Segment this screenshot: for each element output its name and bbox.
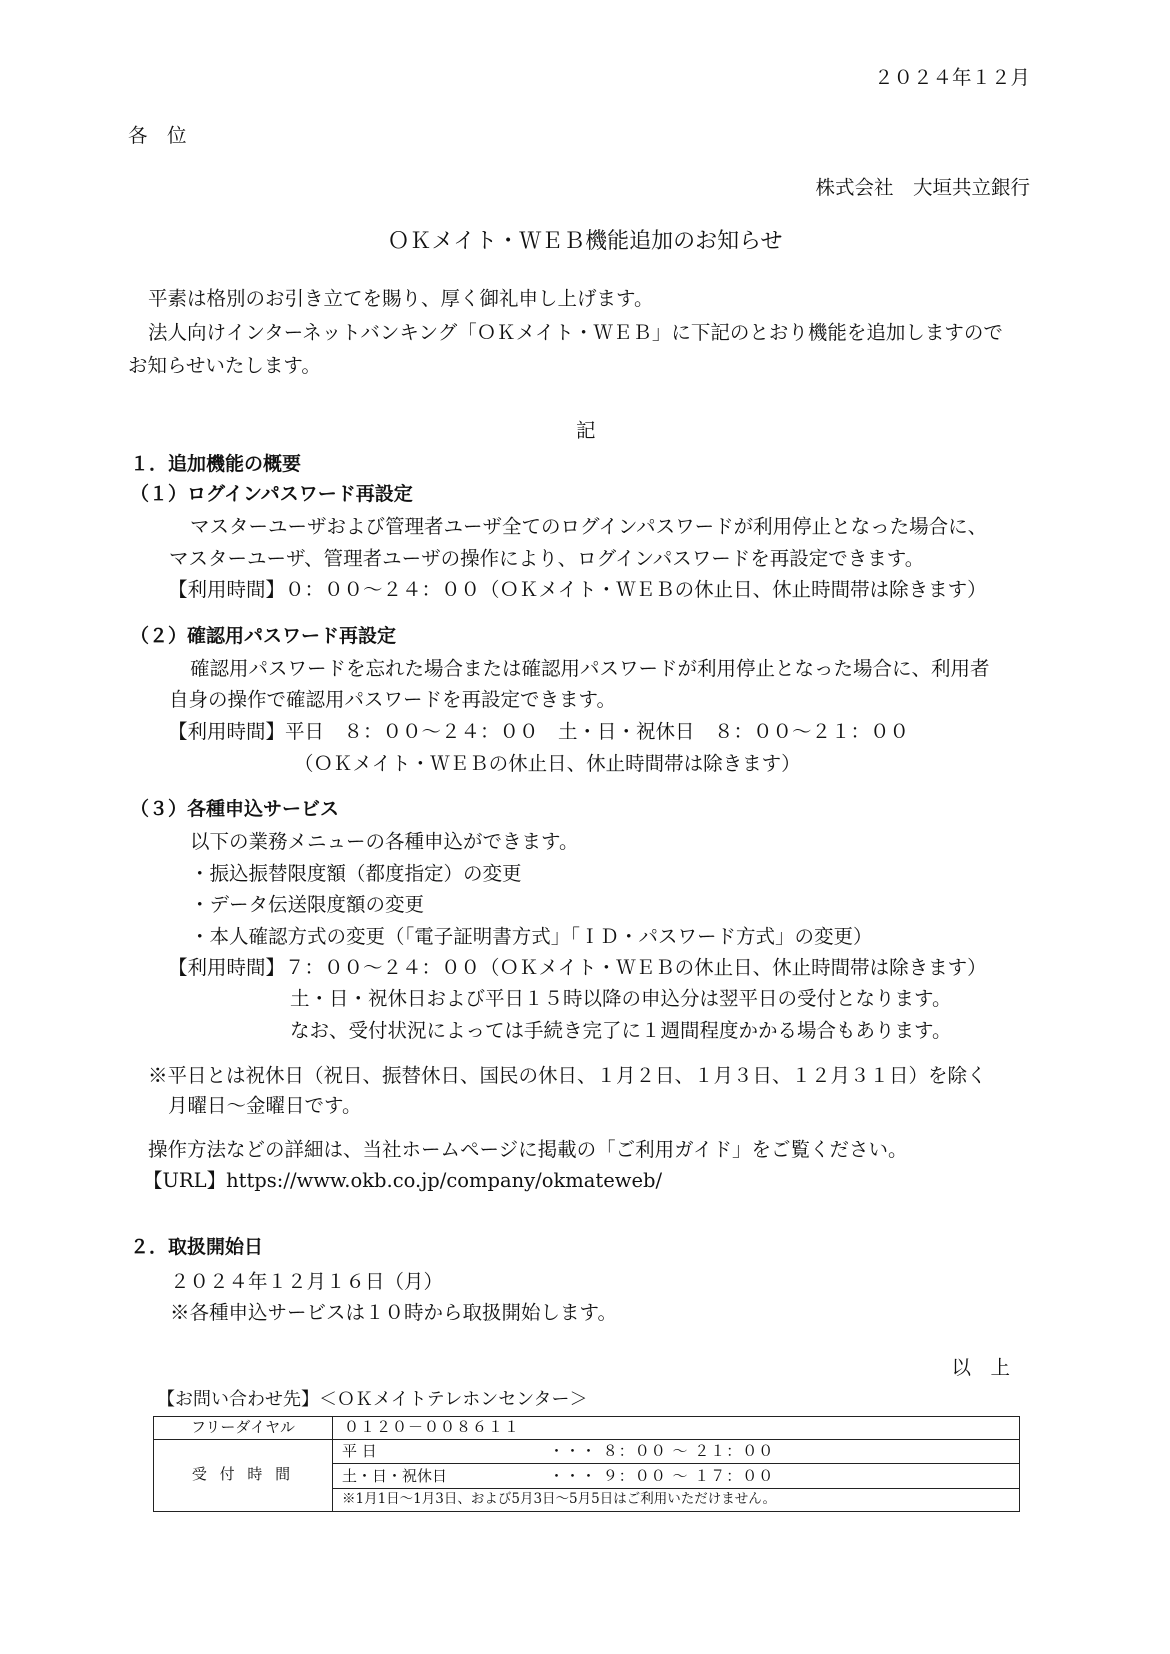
item1-heading: （１）ログインパスワード再設定 (130, 483, 413, 505)
item1-body-2: マスターユーザ、管理者ユーザの操作により、ログインパスワードを再設定できます。 (169, 547, 925, 570)
item2-heading: （２）確認用パスワード再設定 (130, 625, 397, 647)
weekday-note-2: 月曜日～金曜日です。 (168, 1094, 362, 1117)
url-line (143, 1171, 662, 1191)
section2-heading: ２．取扱開始日 (130, 1236, 264, 1258)
intro-line-2: 法人向けインターネットバンキング「ＯＫメイト・ＷＥＢ」に下記のとおり機能を追加しますので (148, 321, 1003, 344)
freedial-label: フリーダイヤル (191, 1418, 295, 1436)
weekday-hours: ・・・ ８：００ ～ ２１：００ (549, 1442, 775, 1460)
weekday-label: 平 日 (342, 1442, 377, 1460)
start-note: ※各種申込サービスは１０時から取扱開始します。 (170, 1301, 617, 1324)
addressee: 各 位 (128, 124, 187, 147)
item2-hours-note: （ＯＫメイト・ＷＥＢの休止日、休止時間帯は除きます） (294, 752, 801, 775)
holiday-label: 土・日・祝休日 (342, 1467, 448, 1485)
table-divider (154, 1439, 1019, 1440)
table-divider (332, 1417, 333, 1511)
table-divider (332, 1488, 1019, 1489)
intro-line-1: 平素は格別のお引き立てを賜り、厚く御礼申し上げます。 (148, 287, 654, 310)
holiday-hours: ・・・ ９：００ ～ １７：００ (549, 1467, 775, 1485)
intro-line-3: お知らせいたします。 (128, 354, 321, 377)
item1-hours: 【利用時間】０：００～２４：００（ＯＫメイト・ＷＥＢの休止日、休止時間帯は除きます） (168, 578, 987, 601)
item3-bullet-3: ・本人確認方式の変更（「電子証明書方式」「ＩＤ・パスワード方式」の変更） (190, 925, 873, 948)
item3-hours-note-1: 土・日・祝休日および平日１５時以降の申込分は翌平日の受付となります。 (290, 987, 952, 1010)
url-label: 【URL】 (143, 1169, 227, 1192)
contact-table (153, 1416, 1020, 1512)
weekday-note-1: ※平日とは祝休日（祝日、振替休日、国民の休日、１月２日、１月３日、１２月３１日）を除く (148, 1064, 987, 1087)
item3-bullet-1: ・振込振替限度額（都度指定）の変更 (190, 862, 522, 885)
hours-label: 受 付 時 間 (191, 1465, 295, 1483)
document-date: ２０２４年１２月 (873, 66, 1030, 89)
freedial-number: ０１２０－００８６１１ (344, 1418, 521, 1436)
item2-body-1: 確認用パスワードを忘れた場合または確認用パスワードが利用停止となった場合に、利用者 (190, 657, 990, 680)
section1-heading: １．追加機能の概要 (130, 453, 302, 475)
item3-hours: 【利用時間】７：００～２４：００（ＯＫメイト・ＷＥＢの休止日、休止時間帯は除きます） (168, 956, 987, 979)
item3-bullet-2: ・データ伝送限度額の変更 (190, 893, 425, 916)
closing: 以 上 (951, 1356, 1010, 1379)
item3-body: 以下の業務メニューの各種申込ができます。 (190, 830, 579, 853)
table-divider (332, 1463, 1019, 1464)
item1-body-1: マスターユーザおよび管理者ユーザ全てのログインパスワードが利用停止となった場合に、 (190, 515, 988, 538)
item2-body-2: 自身の操作で確認用パスワードを再設定できます。 (169, 688, 616, 711)
item3-hours-note-2: なお、受付状況によっては手続き完了に１週間程度かかる場合もあります。 (290, 1019, 952, 1042)
page-title: ＯＫメイト・ＷＥＢ機能追加のお知らせ (387, 229, 783, 254)
item3-heading: （３）各種申込サービス (130, 798, 340, 820)
start-date: ２０２４年１２月１６日（月） (170, 1270, 444, 1293)
closed-note: ※1月1日～1月3日、および5月3日～5月5日はご利用いただけません。 (342, 1491, 777, 1507)
ki-marker: 記 (576, 419, 596, 442)
url-link[interactable]: https://www.okb.co.jp/company/okmateweb/ (226, 1169, 663, 1192)
guide-text: 操作方法などの詳細は、当社ホームページに掲載の「ご利用ガイド」をご覧ください。 (148, 1138, 908, 1161)
item2-hours: 【利用時間】平日 ８：００～２４：００ 土・日・祝休日 ８：００～２１：００ (168, 720, 910, 743)
contact-label: 【お問い合わせ先】＜ＯＫメイトテレホンセンター＞ (157, 1389, 588, 1410)
sender-name: 株式会社 大垣共立銀行 (815, 176, 1030, 199)
